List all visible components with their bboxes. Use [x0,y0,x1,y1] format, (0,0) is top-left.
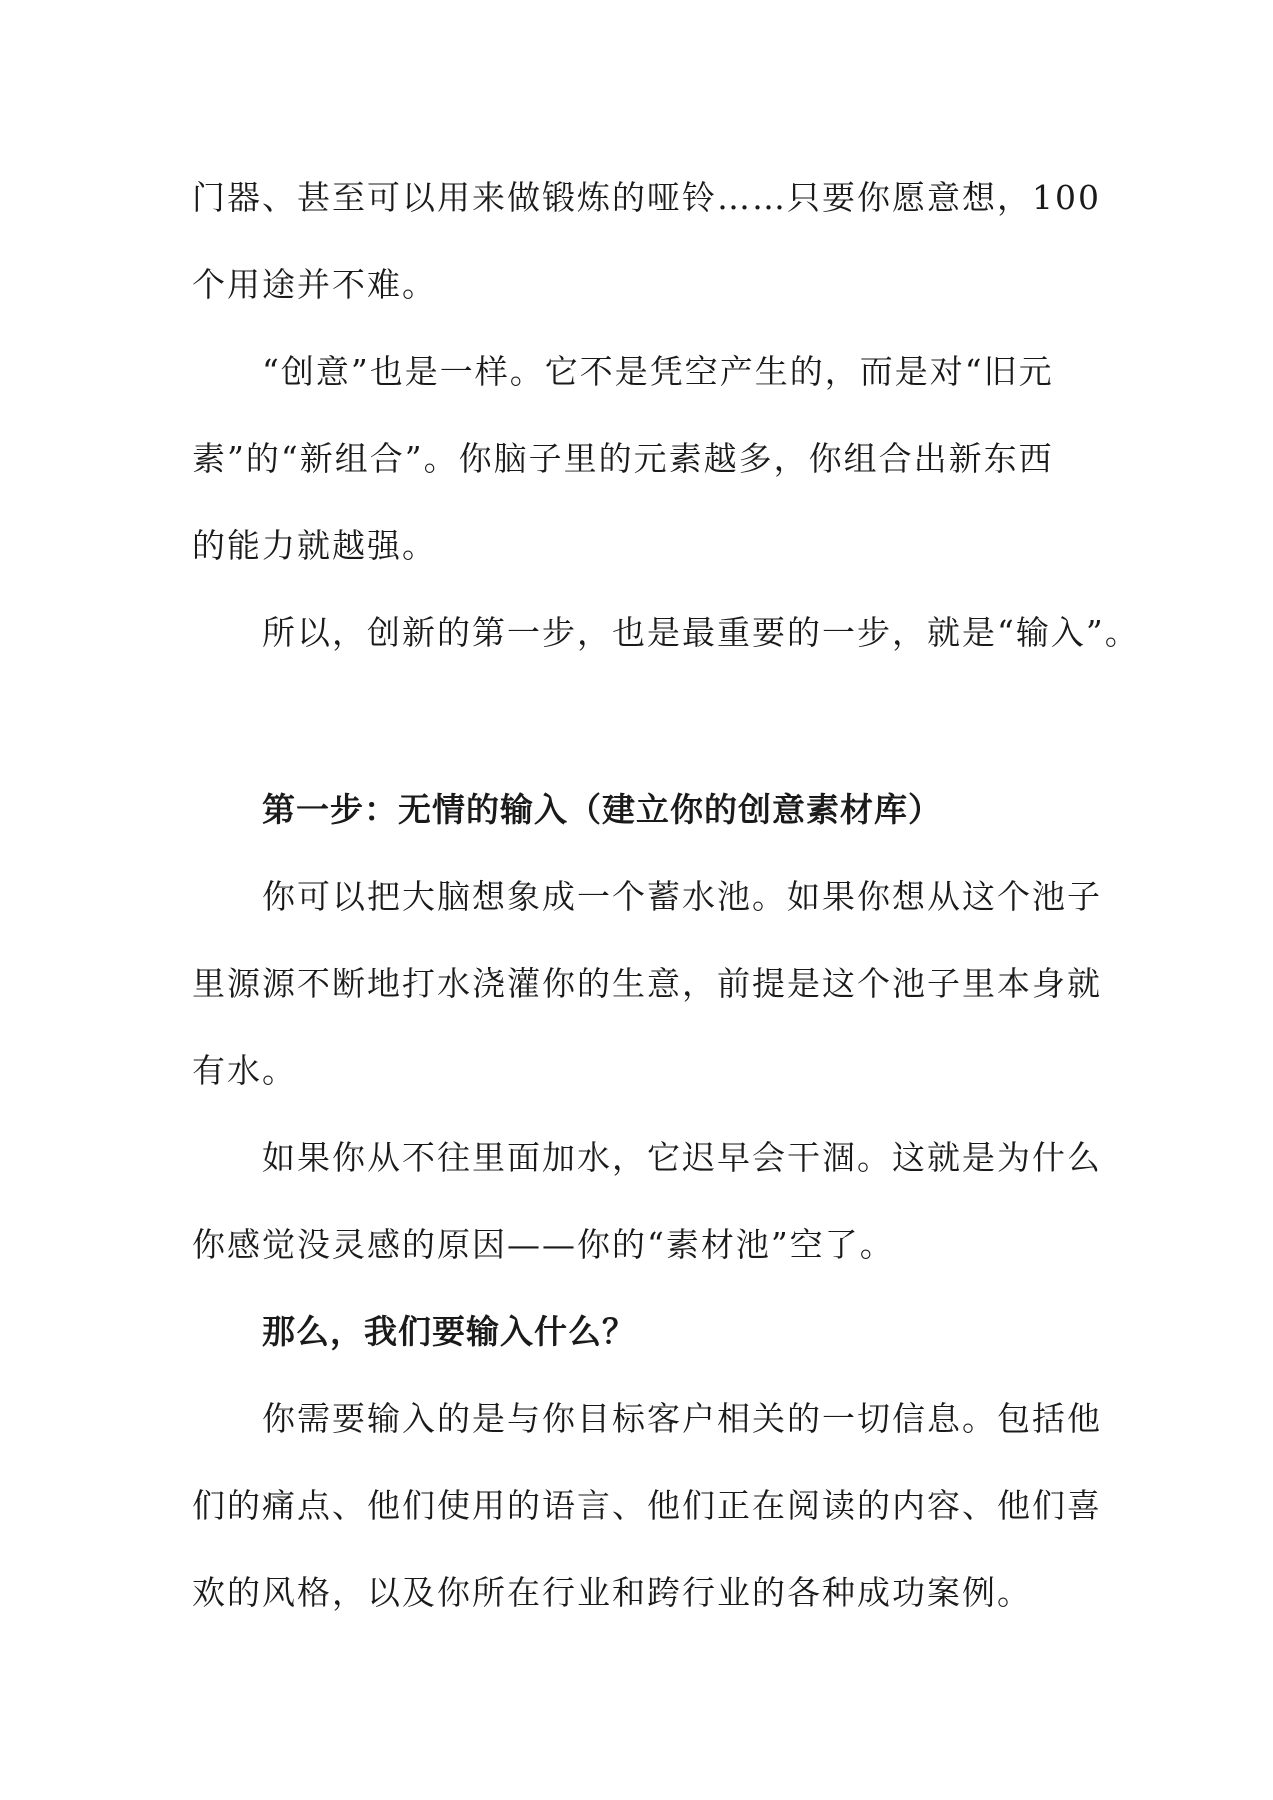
text-line: 你可以把大脑想象成一个蓄水池。如果你想从这个池子 [262,877,1102,916]
text-line: 个用途并不难。 [192,265,437,304]
text-line: 所以，创新的第一步，也是最重要的一步，就是“输入”。 [262,613,1140,652]
text-line: 门器、甚至可以用来做锻炼的哑铃……只要你愿意想，100 [192,178,1101,217]
text-line: 如果你从不往里面加水，它迟早会干涸。这就是为什么 [262,1138,1102,1177]
text-line: 的能力就越强。 [192,526,437,565]
text-line: 欢的风格，以及你所在行业和跨行业的各种成功案例。 [192,1573,1032,1612]
text-line: “创意”也是一样。它不是凭空产生的，而是对“旧元 [262,352,1054,391]
text-line: 你需要输入的是与你目标客户相关的一切信息。包括他 [262,1399,1102,1438]
text-line: 有水。 [192,1051,297,1090]
text-line: 里源源不断地打水浇灌你的生意，前提是这个池子里本身就 [192,964,1102,1003]
text-line: 们的痛点、他们使用的语言、他们正在阅读的内容、他们喜 [192,1486,1102,1525]
text-line: 素”的“新组合”。你脑子里的元素越多，你组合出新东西 [192,439,1054,478]
section-heading: 第一步：无情的输入（建立你的创意素材库） [262,790,942,829]
section-heading: 那么，我们要输入什么？ [262,1312,636,1351]
text-line: 你感觉没灵感的原因——你的“素材池”空了。 [192,1225,895,1264]
